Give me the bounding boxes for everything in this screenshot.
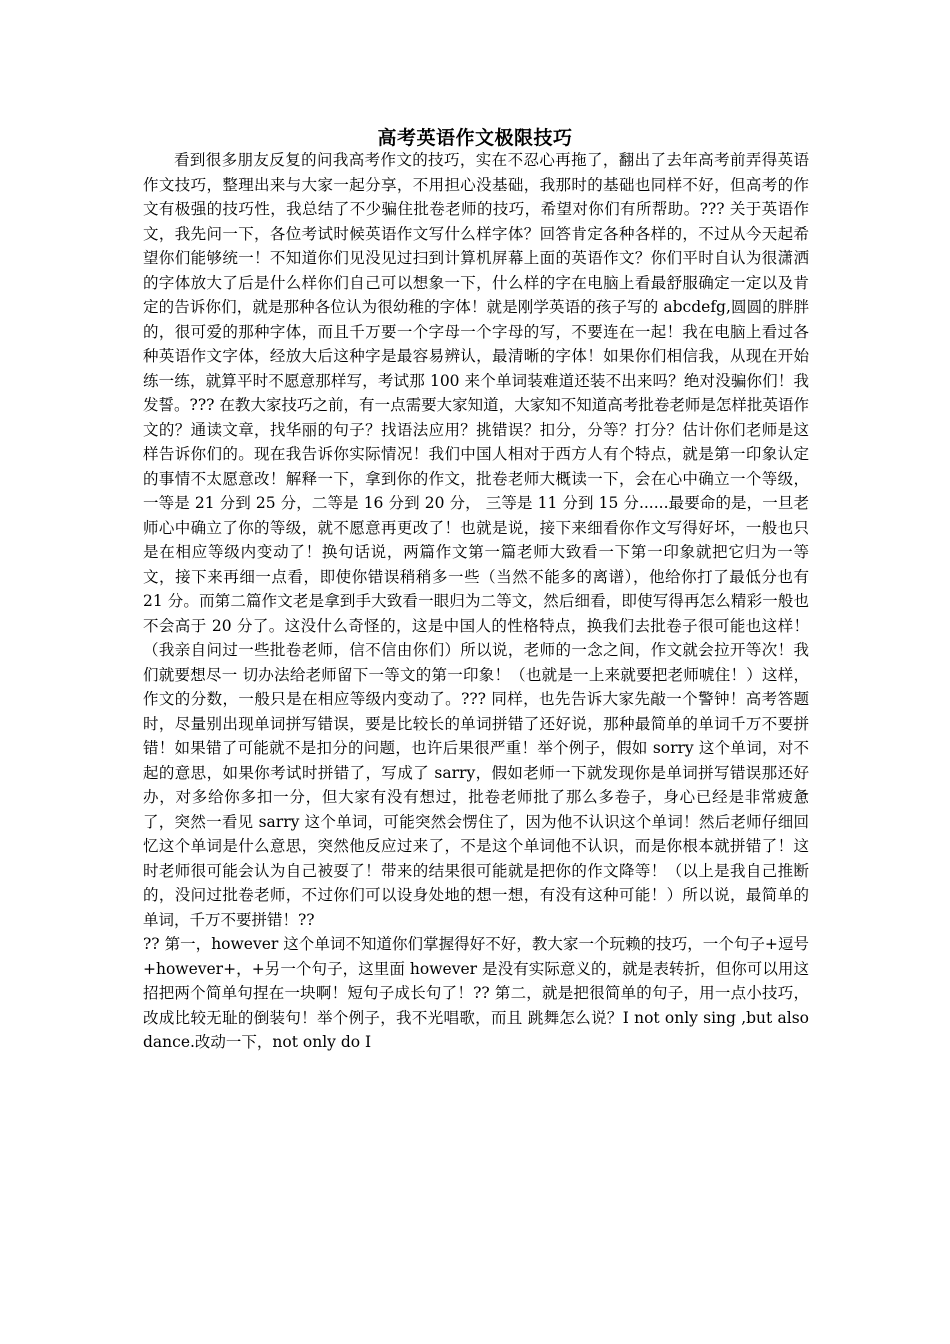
body-paragraph-2: ?? 第一，however 这个单词不知道你们掌握得好不好，教大家一个玩赖的技巧，一个句子+逗号+however+，+另一个句子，这里面 however 是没有实际意义的，就是表转折，但你可以用这招把两个简单句捏在一块啊！短句子成长句了！?? 第二，就是把很简单的句子，用一点小技巧，改成比较无耻的倒装句！举个例子，我不光唱歌，而且 跳舞怎么说？I not only sing ,but also dance.改动一下，not only do I (143, 935, 809, 1051)
document-title: 高考英语作文极限技巧 (377, 127, 573, 149)
body-paragraph-1: 看到很多朋友反复的问我高考作文的技巧，实在不忍心再拖了，翻出了去年高考前弄得英语作文技巧，整理出来与大家一起分享，不用担心没基础，我那时的基础也同样不好，但高考的作文有极强的技巧性，我总结了不少骗住批卷老师的技巧，希望对你们有所帮助。??? 关于英语作文，我先问一下，各位考试时候英语作文写什么样字体？回答肯定各种各样的，不过从今天起希望你们能够统一！不知道你们见没见过扫到计算机屏幕上面的英语作文？你们平时自认为很潇洒的字体放大了后是什么样你们自己可以想象一下，什么样的字在电脑上看最舒服确定一定以及肯定的告诉你们，就是那种各位认为很幼稚的字体！就是刚学英语的孩子写的 abcdefg,圆圆的胖胖的，很可爱的那种字体，而且千万要一个字母一个字母的写，不要连在一起！我在电脑上看过各种英语作文字体，经放大后这种字是最容易辨认，最清晰的字体！如果你们相信我，从现在开始练一练，就算平时不愿意那样写，考试那 100 来个单词装难道还装不出来吗？绝对没骗你们！我发誓。??? 在教大家技巧之前，有一点需要大家知道，大家知不知道高考批卷老师是怎样批英语作文的？通读文章，找华丽的句子？找语法应用？挑错误？扣分，分等？打分？估计你们老师是这样告诉你们的。现在我告诉你实际情况！我们中国人相对于西方人有个特点，就是第一印象认定的事情不太愿意改！解释一下，拿到你的作文，批卷老师大概读一下，会在心中确立一个等级，一等是 21 分到 25 分，二等是 16 分到 20 分， 三等是 11 分到 15 分......最要命的是，一旦老师心中确立了你的等级，就不愿意再更改了！也就是说，接下来细看你作文写得好坏，一般也只是在相应等级内变动了！换句话说，两篇作文第一篇老师大致看一下第一印象就把它归为一等文，接下来再细一点看，即使你错误稍稍多一些（当然不能多的离谱），他给你打了最低分也有 21 分。而第二篇作文老是拿到手大致看一眼归为二等文，然后细看，即使写得再怎么精彩一般也不会高于 20 分了。这没什么奇怪的，这是中国人的性格特点，换我们去批卷子很可能也这样！（我亲自问过一些批卷老师，信不信由你们）所以说，老师的一念之间，作文就会拉开等次！我们就要想尽一 切办法给老师留下一等文的第一印象！（也就是一上来就要把老师唬住！）这样，作文的分数，一般只是在相应等级内变动了。??? 同样，也先告诉大家先敲一个警钟！高考答题时，尽量别出现单词拼写错误，要是比较长的单词拼错了还好说，那种最简单的单词千万不要拼错！如果错了可能就不是扣分的问题，也许后果很严重！举个例子，假如 sorry 这个单词，对不起的意思，如果你考试时拼错了，写成了 sarry，假如老师一下就发现你是单词拼写错误那还好办，对多给你多扣一分，但大家有没有想过，批卷老师批了那么多卷子，身心已经是非常疲惫了，突然一看见 sarry 这个单词，可能突然会愣住了，因为他不认识这个单词！然后老师仔细回忆这个单词是什么意思，突然他反应过来了，不是这个单词他不认识，而是你根本就拼错了！这时老师很可能会认为自己被耍了！带来的结果很可能就是把你的作文降等！（以上是我自己推断的，没问过批卷老师，不过你们可以设身处地的想一想，有没有这种可能！）所以说，最简单的单词，千万不要拼错！?? (143, 151, 809, 929)
document-body (143, 148, 809, 1055)
